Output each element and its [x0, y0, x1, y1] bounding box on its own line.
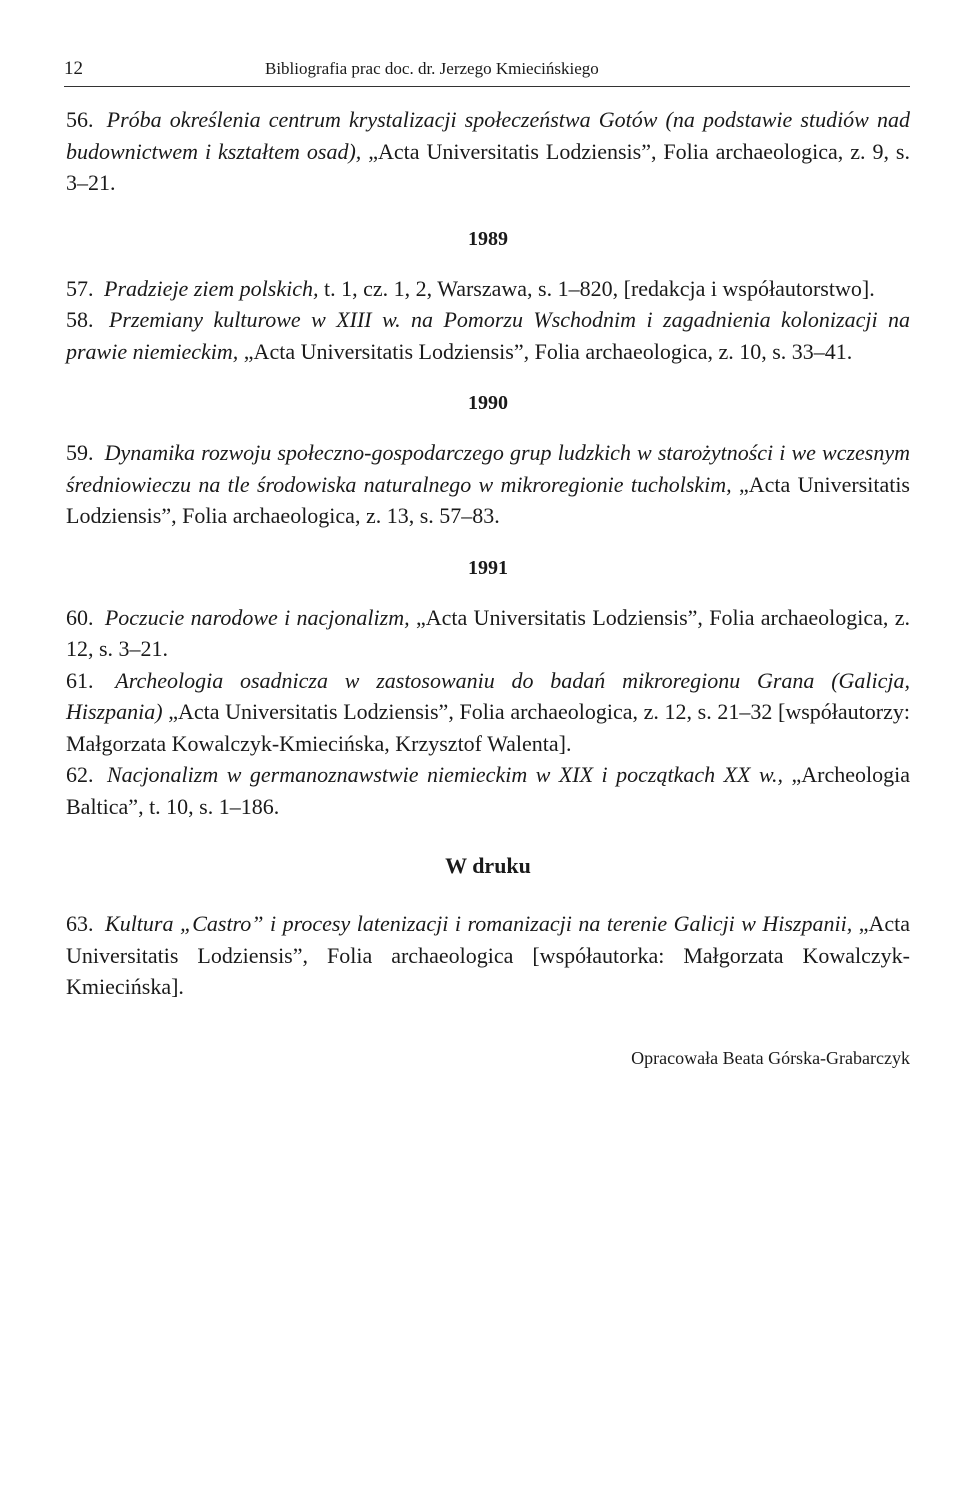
entry-details: „Acta Universitatis Lodziensis”, Folia archaeologica [współautorka: Małgorzata Kowalczyk-Kmiecińska]. — [66, 911, 911, 999]
year-heading: 1989 — [468, 227, 508, 250]
entry-number: 57. — [66, 275, 94, 301]
entry-title: Archeologia osadnicza w zastosowaniu do badań mikroregionu Grana (Galicja, Hiszpania) — [66, 667, 911, 724]
page-number: 12 — [64, 58, 83, 79]
bibliography-entry — [66, 602, 910, 665]
bibliography-entry — [66, 273, 910, 305]
entry-number: 58. — [66, 307, 94, 332]
entry-details: „Acta Universitatis Lodziensis”, Folia archaeologica, z. 9, s. 3–21. — [66, 138, 910, 195]
entry-number: 59. — [66, 440, 94, 465]
header-rule — [64, 86, 910, 87]
entry-title: Pradzieje ziem polskich, — [104, 275, 319, 301]
entry-title: Dynamika rozwoju społeczno-gospodarczego grup ludzkich w starożytności i we wczesnym średniowieczu na tle środowiska naturalnego w mikroregionie tucholskim, — [66, 440, 911, 497]
entry-details: „Acta Universitatis Lodziensis”, Folia archaeologica, z. 13, s. 57–83. — [66, 471, 910, 528]
entry-number: 62. — [66, 762, 94, 787]
bibliography-entry — [66, 304, 910, 367]
entry-details: „Acta Universitatis Lodziensis”, Folia archaeologica, z. 12, s. 21–32 [współautorzy: Małgorzata Kowalczyk-Kmiecińska, Krzysztof Walenta]. — [66, 699, 910, 756]
year-heading: 1990 — [468, 392, 508, 414]
entry-number: 56. — [66, 107, 94, 132]
entry-details: „Acta Universitatis Lodziensis”, Folia archaeologica, z. 10, s. 33–41. — [243, 338, 853, 364]
entry-number: 63. — [66, 911, 94, 936]
running-title: Bibliografia prac doc. dr. Jerzego Kmiecińskiego — [265, 59, 599, 78]
entry-title: Poczucie narodowe i nacjonalizm, — [104, 604, 410, 630]
bibliography-entry — [66, 665, 910, 760]
entry-details: t. 1, cz. 1, 2, Warszawa, s. 1–820, [redakcja i współautorstwo]. — [323, 275, 875, 301]
bibliography-entry — [66, 104, 910, 199]
entry-number: 60. — [66, 604, 94, 630]
entry-title: Kultura „Castro” i procesy latenizacji i romanizacji na terenie Galicji w Hiszpanii, — [105, 911, 853, 936]
section-heading-in-press: W druku — [445, 853, 531, 878]
bibliography-entry — [66, 908, 910, 1003]
entry-details: „Acta Universitatis Lodziensis”, Folia archaeologica, z. 12, s. 3–21. — [66, 604, 911, 661]
year-heading: 1991 — [468, 556, 508, 579]
entry-title: Nacjonalizm w germanoznawstwie niemieckim w XIX i początkach XX w., — [107, 762, 784, 787]
entry-title: Próba określenia centrum krystalizacji społeczeństwa Gotów (na podstawie studiów nad budownictwem i kształtem osad), — [66, 107, 910, 164]
entry-number: 61. — [66, 667, 94, 693]
entry-details: „Archeologia Baltica”, t. 10, s. 1–186. — [66, 762, 911, 819]
bibliography-entry — [66, 437, 910, 532]
compiler-credit: Opracowała Beata Górska-Grabarczyk — [631, 1047, 910, 1068]
bibliography-entry — [66, 759, 910, 822]
bibliography-list — [66, 104, 910, 1074]
entry-title: Przemiany kulturowe w XIII w. na Pomorzu Wschodnim i zagadnienia kolonizacji na prawie niemieckim, — [66, 307, 911, 364]
